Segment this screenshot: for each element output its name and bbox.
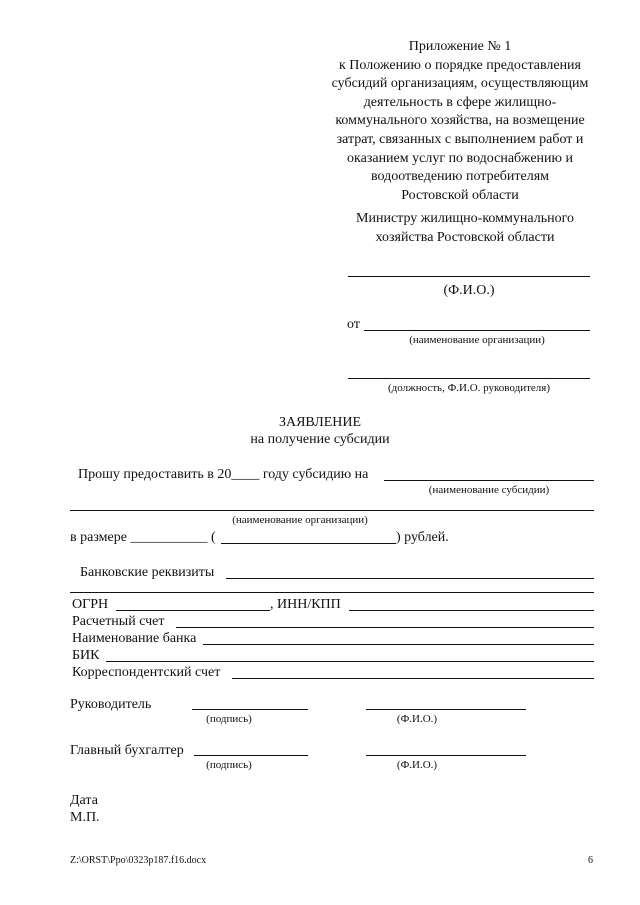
minister-name-line[interactable] bbox=[348, 276, 590, 277]
account-field[interactable] bbox=[176, 627, 594, 628]
bik-field[interactable] bbox=[106, 661, 594, 662]
bik-label: БИК bbox=[72, 648, 100, 663]
organization-caption: (наименование организации) bbox=[409, 334, 545, 346]
addressee-line: хозяйства Ростовской области bbox=[375, 229, 555, 245]
ogrn-label: ОГРН bbox=[72, 597, 109, 612]
head-signature-caption: (подпись) bbox=[206, 713, 252, 725]
corr-account-field[interactable] bbox=[232, 678, 594, 679]
inn-kpp-label: , ИНН/КПП bbox=[270, 597, 341, 612]
head-label: Руководитель bbox=[70, 697, 152, 712]
accountant-signature-caption: (подпись) bbox=[206, 759, 252, 771]
position-caption: (должность, Ф.И.О. руководителя) bbox=[388, 382, 550, 394]
addressee-line: Министру жилищно-коммунального bbox=[356, 211, 574, 226]
appendix-line: водоотведению потребителям bbox=[370, 169, 550, 185]
bank-details-label: Банковские реквизиты bbox=[80, 565, 215, 580]
appendix-line: Приложение № 1 bbox=[408, 39, 512, 54]
head-signature-line[interactable] bbox=[192, 709, 308, 710]
head-fio-caption: (Ф.И.О.) bbox=[396, 713, 438, 725]
appendix-line: оказанием услуг по водоснабжению и bbox=[347, 150, 573, 166]
corr-account-label: Корреспондентский счет bbox=[72, 665, 221, 680]
amount-label: в размере ___________ ( bbox=[70, 530, 216, 545]
request-text: Прошу предоставить в 20____ году субсидию на bbox=[78, 467, 369, 482]
accountant-fio-line[interactable] bbox=[366, 755, 526, 756]
amount-words-line[interactable] bbox=[221, 543, 396, 544]
inn-kpp-field[interactable] bbox=[349, 610, 594, 611]
account-label: Расчетный счет bbox=[72, 614, 165, 629]
bank-name-field[interactable] bbox=[203, 644, 594, 645]
document-title: ЗАЯВЛЕНИЕ bbox=[278, 415, 362, 430]
appendix-line: деятельность в сфере жилищно- bbox=[363, 94, 557, 110]
bank-name-label: Наименование банка bbox=[72, 631, 197, 646]
subsidy-name-line[interactable] bbox=[384, 480, 594, 481]
accountant-label: Главный бухгалтер bbox=[70, 743, 184, 758]
appendix-line: затрат, связанных с выполнением работ и bbox=[336, 131, 584, 147]
bank-details-line-2[interactable] bbox=[70, 592, 594, 593]
appendix-line: коммунального хозяйства, на возмещение bbox=[335, 113, 585, 129]
from-label: от bbox=[347, 317, 360, 332]
appendix-line: к Положению о порядке предоставления bbox=[339, 57, 581, 73]
appendix-header bbox=[300, 38, 620, 205]
document-subtitle: на получение субсидии bbox=[250, 432, 390, 447]
file-path: Z:\ORST\Ppo\0323p187.f16.docx bbox=[70, 855, 207, 866]
date-label: Дата bbox=[70, 793, 98, 808]
subsidy-caption: (наименование субсидии) bbox=[428, 484, 550, 496]
head-fio-line[interactable] bbox=[366, 709, 526, 710]
ogrn-field[interactable] bbox=[116, 610, 270, 611]
from-organization-line[interactable] bbox=[364, 330, 590, 331]
position-name-line[interactable] bbox=[348, 378, 590, 379]
page-number: 6 bbox=[588, 855, 593, 866]
fio-caption: (Ф.И.О.) bbox=[443, 283, 495, 298]
organization-name-line[interactable] bbox=[70, 510, 594, 511]
stamp-label: М.П. bbox=[70, 810, 100, 825]
appendix-line: Ростовской области bbox=[401, 187, 519, 203]
bank-details-line[interactable] bbox=[226, 578, 594, 579]
addressee-block bbox=[330, 210, 600, 247]
amount-suffix: ) рублей. bbox=[396, 530, 449, 545]
appendix-line: субсидий организациям, осуществляющим bbox=[331, 76, 589, 92]
organization-name-caption: (наименование организации) bbox=[232, 514, 368, 526]
accountant-signature-line[interactable] bbox=[194, 755, 308, 756]
accountant-fio-caption: (Ф.И.О.) bbox=[396, 759, 438, 771]
